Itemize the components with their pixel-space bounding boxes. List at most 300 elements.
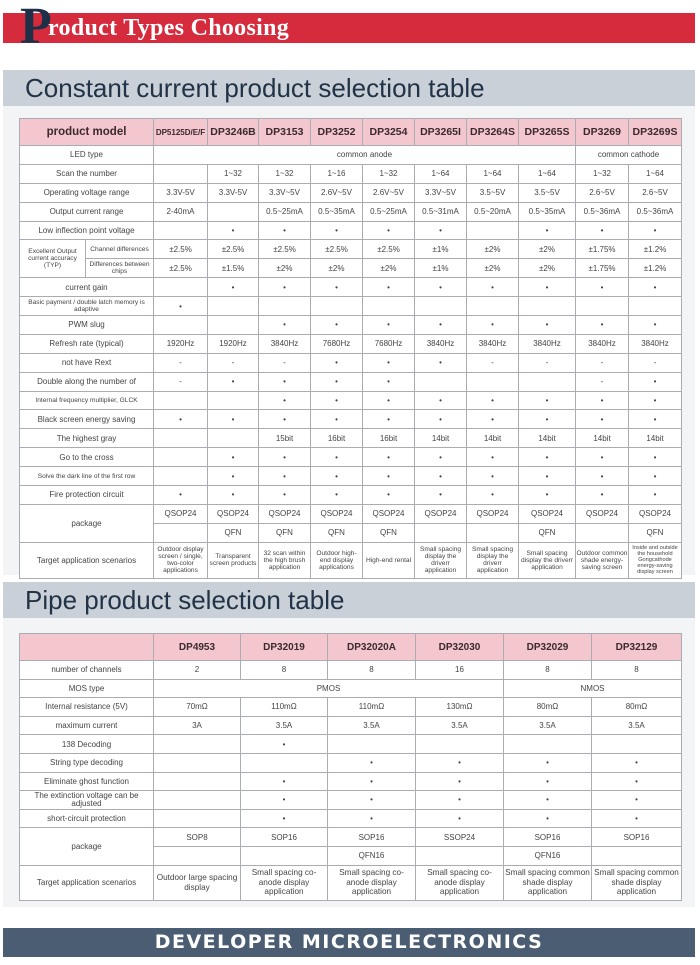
company-name: DEVELOPER MICROELECTRONICS <box>154 931 544 953</box>
package-value <box>592 846 682 865</box>
cell-value: 1~32 <box>259 164 311 183</box>
cell-value: - <box>519 353 576 372</box>
cell-value: • <box>576 467 629 486</box>
cell-value: 8 <box>504 661 592 680</box>
cell-value: 3.3V-5V <box>154 183 208 202</box>
cell-value: - <box>629 353 682 372</box>
package-value: QFN <box>311 523 363 542</box>
cell-value: - <box>259 353 311 372</box>
table-header-row <box>20 119 682 146</box>
model-header: DP32030 <box>416 634 504 661</box>
package-value: QSOP24 <box>154 504 208 523</box>
cell-value: 2-40mA <box>154 202 208 221</box>
cell-value: 130mΩ <box>416 698 504 717</box>
cell-value: 3.5~5V <box>467 183 519 202</box>
cell-value: 1~64 <box>415 164 467 183</box>
target-application: Inside and outside the household Gongcathode energy-saving display screen <box>629 542 682 578</box>
cell-value: • <box>363 467 415 486</box>
cell-value: • <box>629 448 682 467</box>
cell-value: 15bit <box>259 429 311 448</box>
constant-current-section-title: Constant current product selection table <box>25 73 485 103</box>
cell-value: 80mΩ <box>504 698 592 717</box>
constant-current-section-header <box>3 70 695 106</box>
row-label: current gain <box>20 278 154 297</box>
cell-value: 3840Hz <box>415 334 467 353</box>
package-value <box>467 523 519 542</box>
cell-value: • <box>241 735 328 754</box>
cell-value: 0.5~35mA <box>519 202 576 221</box>
footer-brand-bar <box>3 928 695 957</box>
row-label: The extinction voltage can be adjusted <box>20 791 154 810</box>
cell-value: ±2% <box>519 259 576 278</box>
table-row <box>20 542 682 578</box>
cell-value: • <box>629 278 682 297</box>
cell-value: ±1.2% <box>629 259 682 278</box>
model-header: DP5125D/E/F <box>154 119 208 146</box>
cell-value <box>154 278 208 297</box>
cell-value: • <box>363 391 415 410</box>
row-label: not have Rext <box>20 353 154 372</box>
cell-value: 14bit <box>519 429 576 448</box>
package-value: QFN <box>519 523 576 542</box>
table-row <box>20 679 682 698</box>
cell-value: 16bit <box>363 429 415 448</box>
table-row <box>20 504 682 523</box>
target-application: Small spacing common shade display application <box>592 865 682 900</box>
cell-value <box>154 772 241 791</box>
cell-value: • <box>519 278 576 297</box>
cell-value: 1~64 <box>629 164 682 183</box>
cell-value: 3.5A <box>328 716 416 735</box>
cell-value: • <box>467 391 519 410</box>
package-value <box>154 846 241 865</box>
cell-value: • <box>467 486 519 505</box>
cell-value <box>328 735 416 754</box>
package-value: SOP16 <box>592 828 682 847</box>
model-header: DP3153 <box>259 119 311 146</box>
cell-value: • <box>415 467 467 486</box>
cell-value: • <box>592 772 682 791</box>
cell-value: • <box>416 791 504 810</box>
table-row <box>20 240 682 259</box>
cell-value <box>467 221 519 240</box>
cell-value: • <box>519 316 576 335</box>
cell-value <box>415 297 467 316</box>
cell-value: • <box>519 467 576 486</box>
cell-value <box>208 202 259 221</box>
model-header: DP32019 <box>241 634 328 661</box>
cell-value: 2.6V~5V <box>363 183 415 202</box>
cell-value <box>467 372 519 391</box>
package-value: SOP8 <box>154 828 241 847</box>
cell-value: • <box>467 316 519 335</box>
cell-value <box>241 753 328 772</box>
table-row <box>20 791 682 810</box>
cell-value: ±2% <box>259 259 311 278</box>
cell-value: • <box>208 410 259 429</box>
model-header: DP3252 <box>311 119 363 146</box>
model-header: DP3265S <box>519 119 576 146</box>
row-label: Operating voltage range <box>20 183 154 202</box>
target-application: Outdoor high-end display applications <box>311 542 363 578</box>
cell-value: • <box>259 410 311 429</box>
cell-value: 0.5~25mA <box>363 202 415 221</box>
cell-value: - <box>154 372 208 391</box>
cell-value: ±1.75% <box>576 240 629 259</box>
cell-value: 3.5A <box>592 716 682 735</box>
cell-value: ±2.5% <box>311 240 363 259</box>
cell-value: • <box>592 809 682 828</box>
cell-value: 3840Hz <box>259 334 311 353</box>
table-row <box>20 372 682 391</box>
cell-value: • <box>328 772 416 791</box>
table-row <box>20 467 682 486</box>
cell-value: • <box>504 809 592 828</box>
package-value: QFN16 <box>504 846 592 865</box>
cell-value: 2.6~5V <box>576 183 629 202</box>
cell-value: • <box>576 221 629 240</box>
table-row <box>20 183 682 202</box>
cell-value <box>629 297 682 316</box>
cell-value: • <box>576 448 629 467</box>
table-row <box>20 661 682 680</box>
table-row <box>20 353 682 372</box>
package-value: SOP16 <box>328 828 416 847</box>
cell-value: • <box>467 448 519 467</box>
cell-value: • <box>363 221 415 240</box>
cell-value: • <box>363 410 415 429</box>
cell-value <box>467 297 519 316</box>
cell-value: • <box>592 753 682 772</box>
row-label: Fire protection circuit <box>20 486 154 505</box>
row-label: Channel differences <box>86 240 154 259</box>
cell-value: 70mΩ <box>154 698 241 717</box>
package-value <box>415 523 467 542</box>
cell-value: • <box>208 372 259 391</box>
package-value <box>241 846 328 865</box>
cell-value: • <box>416 753 504 772</box>
cell-value: • <box>259 467 311 486</box>
model-header: DP3264S <box>467 119 519 146</box>
cell-value: • <box>328 753 416 772</box>
cell-value: • <box>519 410 576 429</box>
model-header: DP32020A <box>328 634 416 661</box>
cell-value: • <box>467 410 519 429</box>
cell-value: • <box>363 278 415 297</box>
table-row <box>20 698 682 717</box>
cell-value <box>259 297 311 316</box>
cell-value: • <box>363 448 415 467</box>
table-row <box>20 278 682 297</box>
cell-value <box>154 791 241 810</box>
package-value: QFN <box>208 523 259 542</box>
cell-value: • <box>259 486 311 505</box>
cell-value: • <box>259 372 311 391</box>
table-row <box>20 429 682 448</box>
cell-value: 2.6V~5V <box>311 183 363 202</box>
table-row <box>20 410 682 429</box>
cell-value: 0.5~20mA <box>467 202 519 221</box>
target-application: Outdoor large spacing display <box>154 865 241 900</box>
cell-value: • <box>415 486 467 505</box>
cell-value: • <box>415 410 467 429</box>
row-label: Refresh rate (typical) <box>20 334 154 353</box>
package-value <box>416 846 504 865</box>
target-application: Small spacing co-anode display application <box>416 865 504 900</box>
cell-value <box>154 735 241 754</box>
cell-value: ±1% <box>415 240 467 259</box>
cell-value: 3.5A <box>416 716 504 735</box>
cell-value: 1~32 <box>208 164 259 183</box>
row-label: 138 Decoding <box>20 735 154 754</box>
cell-value <box>154 467 208 486</box>
title-initial-letter: P <box>20 0 52 55</box>
cell-value: 0.5~31mA <box>415 202 467 221</box>
cell-value: • <box>629 410 682 429</box>
cell-value: • <box>328 809 416 828</box>
page-title: roduct Types Choosing <box>48 15 290 41</box>
cell-value: 1920Hz <box>208 334 259 353</box>
table-row <box>20 448 682 467</box>
cell-value: 2 <box>154 661 241 680</box>
cell-value: 8 <box>328 661 416 680</box>
cell-value: 0.5~36mA <box>576 202 629 221</box>
cell-value: • <box>208 448 259 467</box>
cell-value: 110mΩ <box>241 698 328 717</box>
table-row <box>20 809 682 828</box>
cell-value: 2.6~5V <box>629 183 682 202</box>
cell-value: ±2.5% <box>363 240 415 259</box>
led-type-cathode: common cathode <box>576 146 682 165</box>
cell-value <box>416 735 504 754</box>
cell-value: 14bit <box>415 429 467 448</box>
target-application: Small spacing co-anode display application <box>328 865 416 900</box>
row-label: String type decoding <box>20 753 154 772</box>
cell-value: ±1% <box>415 259 467 278</box>
row-label: maximum current <box>20 716 154 735</box>
cell-value <box>363 297 415 316</box>
cell-value: • <box>629 391 682 410</box>
table-row <box>20 316 682 335</box>
model-header: DP3265I <box>415 119 467 146</box>
target-application: Small spacing common shade display application <box>504 865 592 900</box>
cell-value <box>576 297 629 316</box>
cell-value <box>208 316 259 335</box>
cell-value: ±1.2% <box>629 240 682 259</box>
cell-value <box>154 221 208 240</box>
cell-value: • <box>259 221 311 240</box>
row-label: Solve the dark line of the first row <box>20 467 154 486</box>
cell-value: • <box>519 391 576 410</box>
table-row <box>20 391 682 410</box>
cell-value: • <box>363 316 415 335</box>
cell-value: • <box>519 221 576 240</box>
cell-value: 1~64 <box>519 164 576 183</box>
cell-value: • <box>363 372 415 391</box>
row-label: Internal frequency multiplier, GLCK <box>20 391 154 410</box>
cell-value: 3840Hz <box>519 334 576 353</box>
row-label: Internal resistance (5V) <box>20 698 154 717</box>
cell-value <box>208 391 259 410</box>
cell-value: 14bit <box>576 429 629 448</box>
row-label: package <box>20 504 154 542</box>
table-row <box>20 716 682 735</box>
cell-value: ±2% <box>363 259 415 278</box>
row-label: Double along the number of <box>20 372 154 391</box>
row-label: Black screen energy saving <box>20 410 154 429</box>
row-label: Eliminate ghost function <box>20 772 154 791</box>
target-application: Small spacing co-anode display application <box>241 865 328 900</box>
row-label: number of channels <box>20 661 154 680</box>
cell-value: • <box>629 467 682 486</box>
cell-value: • <box>208 486 259 505</box>
cell-value <box>592 735 682 754</box>
target-application: High-end rental <box>363 542 415 578</box>
cell-value: ±1.75% <box>576 259 629 278</box>
cell-value: • <box>576 486 629 505</box>
model-header: DP3269 <box>576 119 629 146</box>
cell-value: • <box>576 410 629 429</box>
package-value: QFN <box>363 523 415 542</box>
target-application: Small spacing display the driverr application <box>415 542 467 578</box>
cell-value: 7680Hz <box>363 334 415 353</box>
cell-value: • <box>241 791 328 810</box>
cell-value: 3840Hz <box>467 334 519 353</box>
table-row <box>20 753 682 772</box>
cell-value: 14bit <box>467 429 519 448</box>
cell-value: 0.5~36mA <box>629 202 682 221</box>
cell-value: • <box>311 467 363 486</box>
pipe-table <box>19 633 682 901</box>
cell-value: 3A <box>154 716 241 735</box>
cell-value: ±2% <box>311 259 363 278</box>
mos-type-pmos: PMOS <box>154 679 504 698</box>
cell-value: ±2.5% <box>208 240 259 259</box>
package-value: QSOP24 <box>576 504 629 523</box>
cell-value <box>154 753 241 772</box>
cell-value: • <box>259 391 311 410</box>
cell-value: 1920Hz <box>154 334 208 353</box>
package-value: SOP16 <box>241 828 328 847</box>
cell-value: • <box>629 372 682 391</box>
model-header: DP3254 <box>363 119 415 146</box>
row-label: Go to the cross <box>20 448 154 467</box>
cell-value: • <box>629 316 682 335</box>
cell-value: • <box>519 486 576 505</box>
table-row <box>20 735 682 754</box>
cell-value: 3840Hz <box>576 334 629 353</box>
pipe-section-title: Pipe product selection table <box>25 585 345 615</box>
table-row <box>20 334 682 353</box>
cell-value: • <box>241 772 328 791</box>
cell-value: • <box>328 791 416 810</box>
cell-value: • <box>311 316 363 335</box>
cell-value: 3.5A <box>504 716 592 735</box>
cell-value: 16 <box>416 661 504 680</box>
cell-value: • <box>363 486 415 505</box>
cell-value: • <box>519 448 576 467</box>
cell-value: 3.3V~5V <box>415 183 467 202</box>
row-label: Differences between chips <box>86 259 154 278</box>
target-application: Outdoor display screen / single, two-color applications <box>154 542 208 578</box>
cell-value: • <box>504 791 592 810</box>
header-product-model: product model <box>20 119 154 146</box>
package-value: QSOP24 <box>519 504 576 523</box>
cell-value: - <box>154 353 208 372</box>
cell-value: • <box>241 809 328 828</box>
table-row <box>20 146 682 165</box>
cell-value: - <box>208 353 259 372</box>
cell-value <box>415 372 467 391</box>
target-application: Outdoor common shade energy-saving screen <box>576 542 629 578</box>
target-application: Transparent screen products <box>208 542 259 578</box>
package-value: QSOP24 <box>363 504 415 523</box>
cell-value: 1~32 <box>363 164 415 183</box>
cell-value: 7680Hz <box>311 334 363 353</box>
cell-value: • <box>311 372 363 391</box>
cell-value: • <box>154 486 208 505</box>
target-application: Small spacing display the driverr application <box>467 542 519 578</box>
cell-value: • <box>363 353 415 372</box>
row-label: Output current range <box>20 202 154 221</box>
mos-type-nmos: NMOS <box>504 679 682 698</box>
cell-value <box>504 735 592 754</box>
cell-value: • <box>416 772 504 791</box>
package-value: QSOP24 <box>467 504 519 523</box>
row-label: package <box>20 828 154 865</box>
target-application: Small spacing display the driverr application <box>519 542 576 578</box>
cell-value: • <box>504 753 592 772</box>
cell-value: ±1.5% <box>208 259 259 278</box>
package-value: QSOP24 <box>259 504 311 523</box>
constant-current-table <box>19 118 682 579</box>
cell-value: • <box>415 316 467 335</box>
package-value: QSOP24 <box>415 504 467 523</box>
header-blank <box>20 634 154 661</box>
cell-value <box>154 429 208 448</box>
row-label: MOS type <box>20 679 154 698</box>
row-label: LED type <box>20 146 154 165</box>
row-label: Basic payment / double latch memory is adaptive <box>20 297 154 316</box>
cell-value: 3.3V-5V <box>208 183 259 202</box>
row-label: The highest gray <box>20 429 154 448</box>
cell-value: • <box>208 278 259 297</box>
table-row <box>20 259 682 278</box>
cell-value: • <box>259 278 311 297</box>
model-header: DP4953 <box>154 634 241 661</box>
cell-value: 3.5A <box>241 716 328 735</box>
cell-value <box>154 809 241 828</box>
cell-value: 14bit <box>629 429 682 448</box>
table-row <box>20 865 682 900</box>
model-header: DP32129 <box>592 634 682 661</box>
cell-value: 3840Hz <box>629 334 682 353</box>
cell-value: ±2% <box>467 240 519 259</box>
cell-value: • <box>311 353 363 372</box>
table-row <box>20 164 682 183</box>
package-value: QFN16 <box>328 846 416 865</box>
cell-value: • <box>576 316 629 335</box>
cell-value: • <box>416 809 504 828</box>
cell-value <box>208 429 259 448</box>
cell-value: - <box>467 353 519 372</box>
package-value: QSOP24 <box>311 504 363 523</box>
cell-value: 8 <box>241 661 328 680</box>
cell-value: • <box>311 486 363 505</box>
model-header: DP3269S <box>629 119 682 146</box>
cell-value: - <box>576 353 629 372</box>
cell-value: • <box>629 486 682 505</box>
